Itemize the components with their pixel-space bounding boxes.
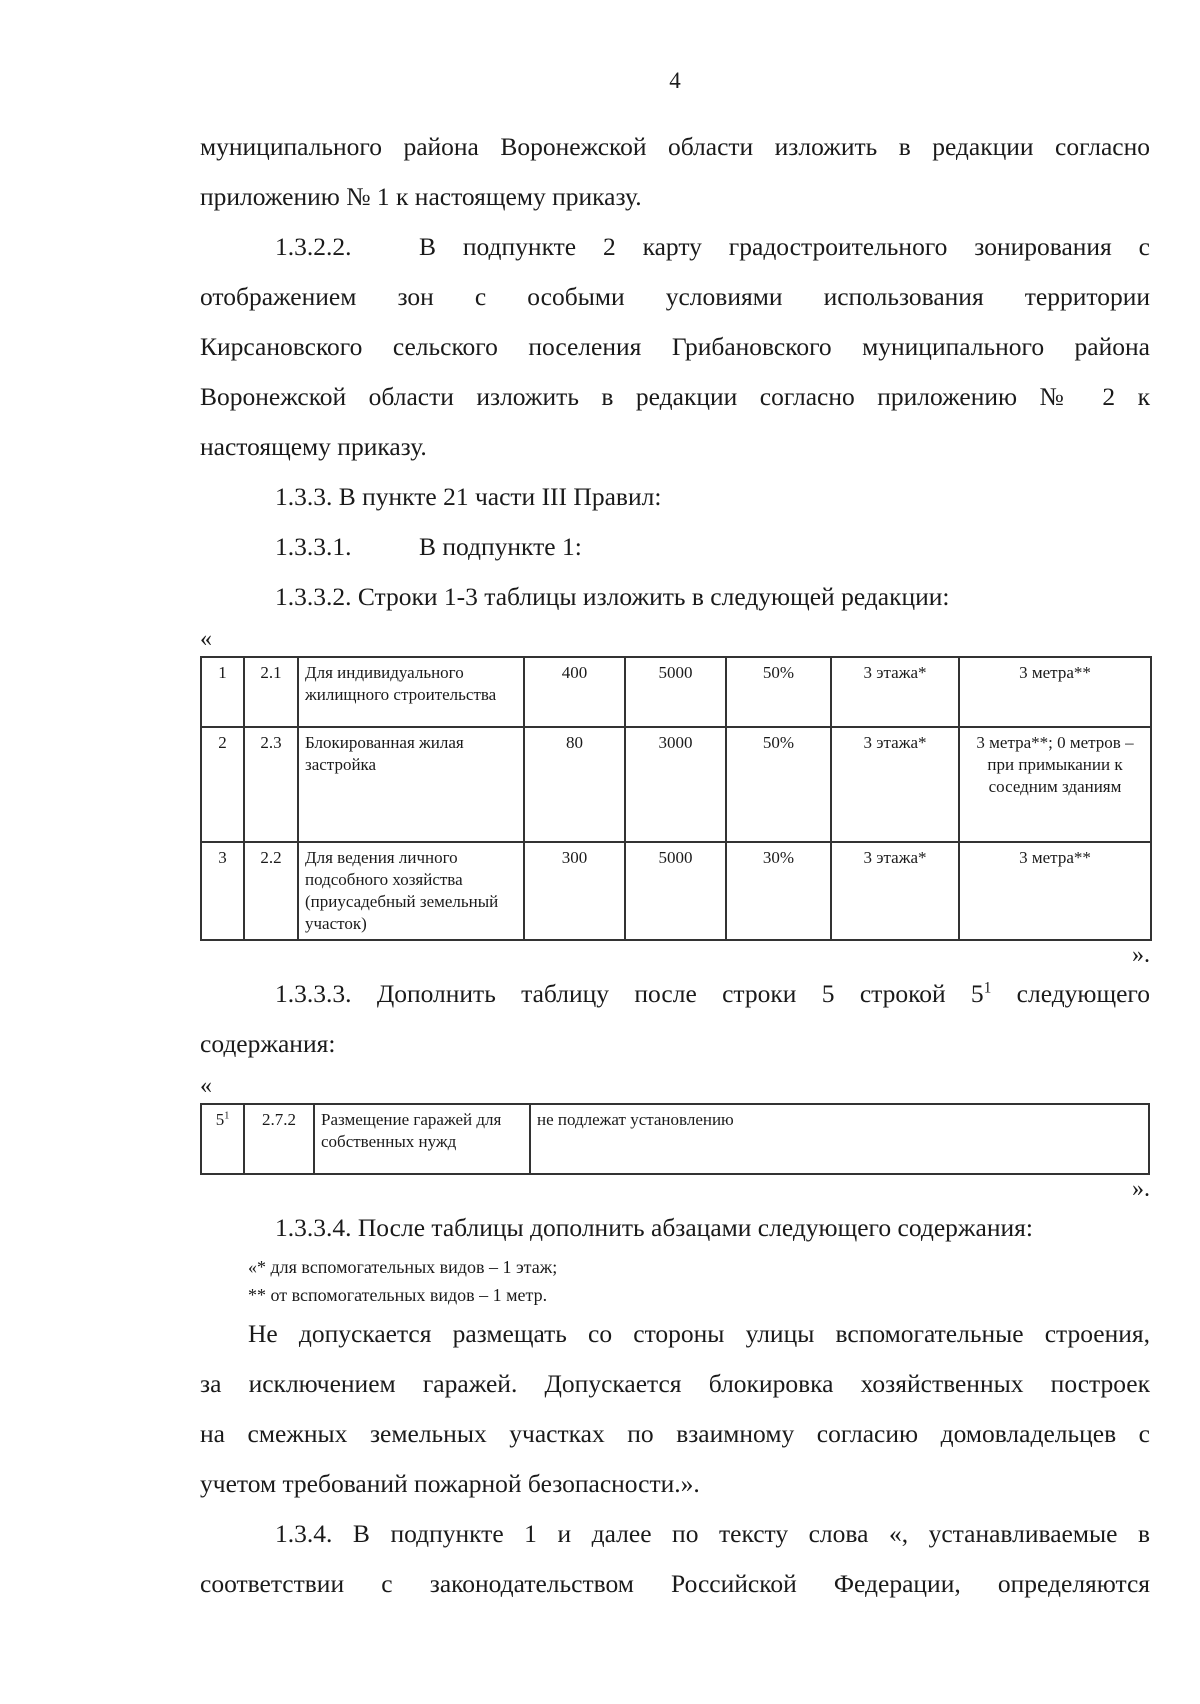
paragraph-line: [200, 969, 1150, 1019]
item-text: В подпункте 1:: [419, 532, 582, 561]
item-number: 1.3.2.2.: [275, 232, 352, 261]
cell-percent: 50%: [726, 727, 831, 842]
item-text: В подпункте 2 карту градостроительного зонирования с: [419, 232, 1150, 261]
closing-quote: ».: [1132, 1176, 1150, 1202]
cell-value: не подлежат установлению: [530, 1104, 1149, 1174]
cell-number: 1: [201, 657, 244, 727]
cell-setback: 3 метра**; 0 метров – при примыкании к соседним зданиям: [959, 727, 1151, 842]
paragraph-line: приложению № 1 к настоящему приказу.: [200, 182, 642, 211]
paragraph-line: учетом требований пожарной безопасности.».: [200, 1469, 700, 1498]
cell-code: 2.3: [244, 727, 298, 842]
paragraph-line: муниципального района Воронежской области изложить в редакции согласно: [200, 132, 1150, 161]
paragraph-line: 1.3.3.4. После таблицы дополнить абзацами следующего содержания:: [275, 1213, 1033, 1242]
cell-number: 2: [201, 727, 244, 842]
paragraph-line: 1.3.4. В подпункте 1 и далее по тексту слова «, устанавливаемые в: [275, 1519, 1150, 1548]
cell-number: 3: [201, 842, 244, 940]
paragraph-line: соответствии с законодательством Российской Федерации, определяются: [200, 1569, 1150, 1598]
paragraph-line: настоящему приказу.: [200, 432, 427, 461]
footnote-line: «* для вспомогательных видов – 1 этаж;: [248, 1257, 558, 1277]
cell-min-area: 400: [524, 657, 625, 727]
cell-floors: 3 этажа*: [831, 657, 959, 727]
cell-number: $5^1$: [201, 1104, 244, 1174]
item-number: 1.3.3.1.: [275, 532, 352, 561]
cell-max-area: 3000: [625, 727, 726, 842]
cell-code: 2.2: [244, 842, 298, 940]
paragraph-line: на смежных земельных участках по взаимному согласию домовладельцев с: [200, 1419, 1150, 1448]
paragraph-line: 1.3.3.2. Строки 1-3 таблицы изложить в следующей редакции:: [275, 582, 950, 611]
cell-floors: 3 этажа*: [831, 842, 959, 940]
cell-setback: 3 метра**: [959, 842, 1151, 940]
table-row: [201, 1104, 1149, 1174]
cell-percent: 50%: [726, 657, 831, 727]
cell-percent: 30%: [726, 842, 831, 940]
paragraph-line: отображением зон с особыми условиями использования территории: [200, 282, 1150, 311]
document-body: [200, 122, 1150, 1609]
cell-code: 2.1: [244, 657, 298, 727]
cell-max-area: 5000: [625, 842, 726, 940]
paragraph-line: Кирсановского сельского поселения Грибановского муниципального района: [200, 332, 1150, 361]
closing-quote: ».: [1132, 942, 1150, 968]
superscript: 1: [983, 979, 992, 997]
cell-max-area: 5000: [625, 657, 726, 727]
paragraph-line: [200, 222, 1150, 272]
item-text: следующего: [991, 979, 1151, 1008]
cell-name: Блокированная жилая застройка: [298, 727, 524, 842]
page-number: 4: [669, 68, 681, 93]
cell-name: Для индивидуального жилищного строительства: [298, 657, 524, 727]
table-row: [201, 842, 1151, 940]
zoning-table-row-5-1: [200, 1103, 1150, 1175]
cell-setback: 3 метра**: [959, 657, 1151, 727]
footnote-line: ** от вспомогательных видов – 1 метр.: [248, 1285, 548, 1305]
opening-quote: «: [200, 1073, 212, 1099]
paragraph-line: Не допускается размещать со стороны улицы вспомогательные строения,: [248, 1319, 1150, 1348]
cell-floors: 3 этажа*: [831, 727, 959, 842]
item-text: 1.3.3.3. Дополнить таблицу после строки 5 строкой 5: [275, 979, 984, 1008]
paragraph-line: Воронежской области изложить в редакции согласно приложению № 2 к: [200, 382, 1150, 411]
table-body: [201, 657, 1151, 940]
table-row: [201, 657, 1151, 727]
table-row: [201, 727, 1151, 842]
paragraph-line: содержания:: [200, 1029, 336, 1058]
cell-min-area: 80: [524, 727, 625, 842]
cell-name: Размещение гаражей для собственных нужд: [314, 1104, 530, 1174]
opening-quote: «: [200, 626, 212, 652]
cell-min-area: 300: [524, 842, 625, 940]
paragraph-line: 1.3.3. В пункте 21 части III Правил:: [275, 482, 662, 511]
zoning-table-rows-1-3: [200, 656, 1152, 941]
paragraph-line: за исключением гаражей. Допускается блокировка хозяйственных построек: [200, 1369, 1150, 1398]
cell-code: 2.7.2: [244, 1104, 314, 1174]
cell-name: Для ведения личного подсобного хозяйства (приусадебный земельный участок): [298, 842, 524, 940]
paragraph-line: [200, 522, 1150, 572]
